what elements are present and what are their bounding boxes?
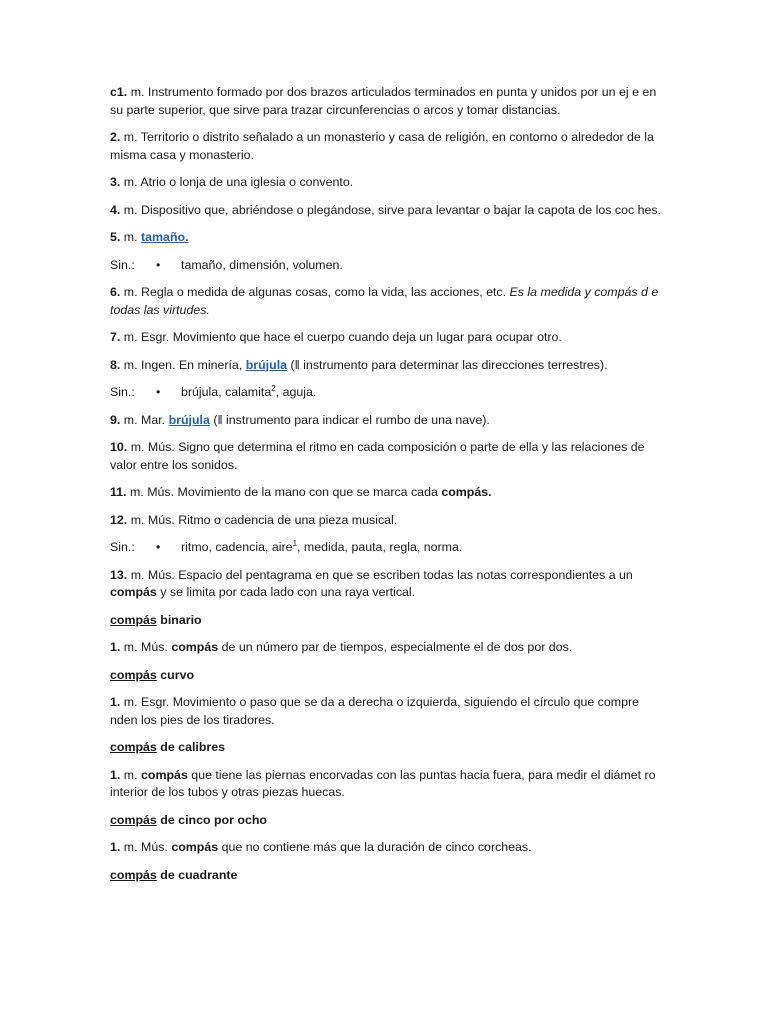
bullet-icon: • (156, 385, 161, 399)
definition-text: Mús. Movimiento de la mano con que se marca cada (147, 485, 438, 499)
entry-number: 5. (110, 230, 121, 244)
definition-text: Esgr. Movimiento que hace el cuerpo cuando deja un lugar para ocupar otro. (141, 330, 562, 344)
headword-link[interactable]: compás (110, 740, 157, 754)
superscript: 2 (271, 383, 276, 393)
subentry-curvo-def (110, 694, 662, 729)
bullet-icon: • (156, 540, 161, 554)
synonym-text: , medida, pauta, regla, norma. (297, 540, 463, 554)
definition-text: de un número par de tiempos, especialmente el de dos por dos. (221, 640, 573, 654)
entry-3 (110, 174, 662, 192)
entry-number: 1. (110, 840, 121, 854)
definition-text: Dispositivo que, abriéndose o plegándose, sirve para levantar o bajar la capota de los coc hes. (141, 202, 662, 217)
entry-number: 10. (110, 440, 128, 454)
subentry-heading-binario (110, 612, 662, 630)
subentry-heading-calibres (110, 739, 662, 757)
definition-text: Instrumento formado por dos brazos articulados terminados en punta y unidos por un ej e en su parte superior, que sirve para trazar circunferencias o arcos y tomar distancias. (110, 85, 657, 117)
entry-11 (110, 484, 662, 502)
entry-number: 9. (110, 412, 121, 427)
part-of-speech: m. (130, 85, 145, 99)
subentry-title: curvo (160, 667, 195, 682)
headword-ref: compás (141, 767, 188, 782)
entry-number: 2. (110, 130, 121, 144)
part-of-speech: m. (123, 840, 138, 854)
definition-text: Mús. Espacio del pentagrama en que se escriben todas las notas correspondientes a un (147, 567, 633, 582)
synonym-list: tamaño, dimensión, volumen. (181, 257, 343, 272)
bullet-icon: • (156, 257, 161, 272)
headword-link[interactable]: compás (110, 867, 157, 882)
part-of-speech: m. (123, 357, 138, 372)
entry-9 (110, 412, 662, 430)
definition-text: Mús. Ritmo o cadencia de una pieza musical. (147, 512, 398, 527)
part-of-speech: m. (130, 567, 145, 582)
brujula-link[interactable]: brújula (245, 357, 288, 372)
synonyms-8 (110, 384, 662, 402)
entry-4 (110, 202, 662, 220)
definition-text: Esgr. Movimiento o paso que se da a derecha o izquierda, siguiendo el círculo que compre nden los pies de los tiradores. (110, 695, 640, 727)
definition-text: Mús. (141, 840, 168, 854)
entry-7 (110, 329, 662, 347)
part-of-speech: m. (123, 695, 138, 709)
synonym-label: Sin.: (110, 385, 135, 399)
definition-text: Mús. (141, 640, 168, 654)
entry-12 (110, 512, 662, 530)
entry-number: 12. (110, 512, 128, 527)
brujula-link[interactable]: brújula (168, 412, 210, 427)
definition-text: que no contiene más que la duración de cinco corcheas. (221, 840, 532, 854)
subentry-binario-def (110, 639, 662, 657)
tamano-link[interactable]: tamaño. (141, 230, 189, 244)
dictionary-page (110, 84, 662, 894)
synonyms-5 (110, 257, 662, 275)
headword-link[interactable]: compás (110, 667, 157, 682)
synonym-label: Sin.: (110, 540, 135, 554)
synonym-text: ritmo, cadencia, aire (181, 540, 293, 554)
headword-ref: compás (110, 585, 157, 599)
entry-number: 4. (110, 202, 121, 217)
synonym-list (181, 384, 316, 402)
subentry-heading-curvo (110, 667, 662, 685)
definition-text: que tiene las piernas encorvadas con las puntas hacia fuera, para medir el diámet ro interior de los tubos y otras piezas huecas. (110, 767, 656, 799)
part-of-speech: m. (123, 330, 138, 344)
subentry-calibres-def (110, 767, 662, 802)
subentry-cinco-por-ocho-def (110, 839, 662, 857)
subentry-title: de cuadrante (160, 867, 238, 882)
definition-text: Atrio o lonja de una iglesia o convento. (140, 175, 354, 189)
part-of-speech: m. (130, 485, 144, 499)
part-of-speech: m. (123, 130, 138, 144)
entry-number: 7. (110, 330, 121, 344)
part-of-speech: m. (123, 767, 138, 782)
subentry-title: de calibres (160, 740, 226, 754)
part-of-speech: m. (123, 285, 138, 299)
entry-6 (110, 284, 662, 319)
subentry-title: binario (160, 612, 202, 627)
definition-text: Regla o medida de algunas cosas, como la vida, las acciones, etc. (141, 285, 507, 299)
part-of-speech: m. (123, 175, 138, 189)
definition-text: Territorio o distrito señalado a un monasterio y casa de religión, en contorno o alrededor de la misma casa y monasterio. (110, 130, 654, 162)
subentry-title: de cinco por ocho (160, 812, 267, 827)
headword-ref: compás. (441, 485, 492, 499)
headword-ref: compás (171, 640, 219, 654)
entry-number: 11. (110, 485, 127, 499)
entry-number: 13. (110, 567, 128, 582)
definition-text: Mús. Signo que determina el ritmo en cada composición o parte de ella y las relaciones de valor entre los sonidos. (110, 440, 645, 472)
part-of-speech: m. (123, 202, 138, 217)
example-text: Es la medida y compás d e todas las virtudes. (110, 285, 659, 317)
subentry-heading-cinco-por-ocho (110, 812, 662, 830)
subentry-heading-cuadrante (110, 867, 662, 885)
entry-8 (110, 357, 662, 375)
part-of-speech: m. (130, 440, 145, 454)
headword-ref: compás (171, 840, 219, 854)
definition-text: (‖ instrumento para indicar el rumbo de una nave). (213, 412, 490, 427)
entry-number: 6. (110, 285, 121, 299)
entry-number: 3. (110, 175, 121, 189)
entry-number: 1. (110, 767, 121, 782)
entry-number: 1. (110, 640, 121, 654)
entry-13 (110, 567, 662, 602)
synonym-text: brújula, calamita (181, 385, 272, 399)
entry-number: 1. (110, 695, 121, 709)
entry-2 (110, 129, 662, 164)
synonym-text: , aguja. (275, 385, 317, 399)
definition-text: y se limita por cada lado con una raya vertical. (160, 585, 416, 599)
headword-link[interactable]: compás (110, 812, 157, 827)
entry-number: 8. (110, 357, 121, 372)
part-of-speech: m. (123, 230, 138, 244)
headword-link[interactable]: compás (110, 612, 157, 627)
entry-10 (110, 439, 662, 474)
entry-number: c1. (110, 85, 128, 99)
definition-text: Mar. (141, 412, 166, 427)
entry-1 (110, 84, 662, 119)
superscript: 1 (292, 538, 298, 548)
part-of-speech: m. (123, 640, 138, 654)
part-of-speech: m. (123, 412, 138, 427)
part-of-speech: m. (130, 512, 145, 527)
synonym-label: Sin.: (110, 257, 135, 272)
synonym-list (181, 539, 462, 557)
definition-text: Ingen. En minería, (141, 357, 243, 372)
definition-text: (‖ instrumento para determinar las direcciones terrestres). (290, 357, 608, 372)
synonyms-12 (110, 539, 662, 557)
entry-5 (110, 229, 662, 247)
